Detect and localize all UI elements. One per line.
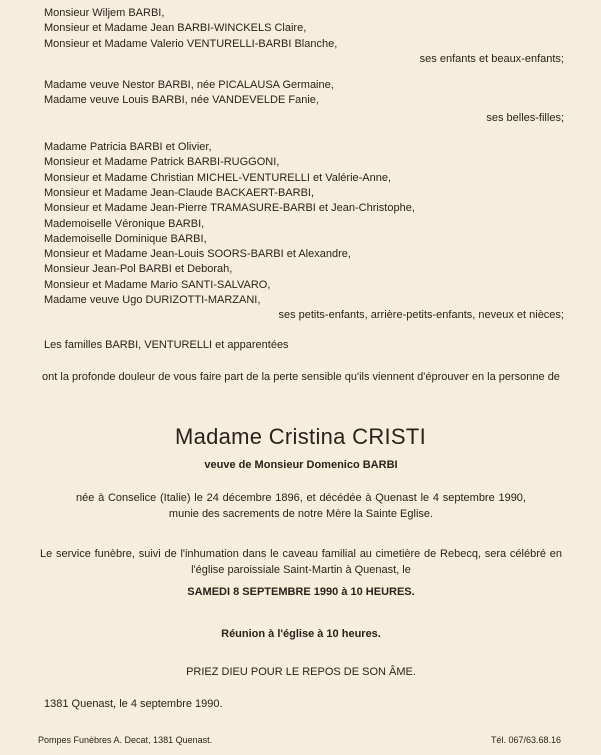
funeral-home-phone: Tél. 067/63.68.16	[490, 735, 561, 745]
mourner-line: Mademoiselle Dominique BARBI,	[44, 232, 207, 245]
meeting-text: Réunion à l'église à 10 heures.	[221, 628, 381, 640]
service-date: SAMEDI 8 SEPTEMBRE 1990 à 10 HEURES.	[187, 586, 415, 598]
widow-of: veuve de Monsieur Domenico BARBI	[204, 459, 398, 471]
mourner-line: Monsieur et Madame Jean-Pierre TRAMASURE-BARBI et Jean-Christophe,	[44, 202, 415, 215]
mourner-line: Madame veuve Nestor BARBI, née PICALAUSA Germaine,	[44, 79, 334, 92]
place-date: 1381 Quenast, le 4 septembre 1990.	[44, 698, 223, 710]
service-text: Le service funèbre, suivi de l'inhumation dans le caveau familial au cimetière de Rebecq, sera célébré en l'église paroissiale Saint-Martin à Quenast, le	[40, 548, 562, 576]
mourner-line: Monsieur et Madame Valerio VENTURELLI-BARBI Blanche,	[44, 37, 338, 50]
mourner-line: Monsieur Wiljem BARBI,	[44, 7, 165, 19]
funeral-home: Pompes Funèbres A. Decat, 1381 Quenast.	[38, 735, 213, 745]
families-line	[44, 338, 564, 353]
deceased-name: Madame Cristina CRISTI	[174, 424, 427, 449]
mourner-line: Monsieur et Madame Jean-Claude BACKAERT-BARBI,	[44, 186, 315, 199]
daughters-in-law-group	[44, 78, 564, 126]
mourners-list	[44, 6, 564, 353]
relationship-label: ses belles-filles;	[486, 111, 564, 124]
prayer-text: PRIEZ DIEU POUR LE REPOS DE SON ÂME.	[186, 666, 416, 678]
mourner-line: Monsieur Jean-Pol BARBI et Deborah,	[44, 263, 233, 276]
relationship-label: ses enfants et beaux-enfants;	[419, 52, 564, 65]
children-group	[44, 6, 564, 67]
mourner-line: Monsieur et Madame Patrick BARBI-RUGGONI,	[44, 156, 280, 169]
mourner-line: Monsieur et Madame Jean BARBI-WINCKELS Claire,	[44, 22, 307, 35]
announcement-text: ont la profonde douleur de vous faire part de la perte sensible qu'ils viennent d'éprouver en la personne de	[42, 371, 560, 383]
mourner-line: Madame veuve Ugo DURIZOTTI-MARZANI,	[44, 294, 261, 307]
families-text: Les familles BARBI, VENTURELLI et apparentées	[44, 338, 289, 351]
mourner-line: Monsieur et Madame Mario SANTI-SALVARO,	[44, 278, 271, 291]
relationship-label: ses petits-enfants, arrière-petits-enfants, neveux et nièces;	[278, 309, 564, 322]
mourner-line: Mademoiselle Véronique BARBI,	[44, 217, 205, 230]
mourner-line: Monsieur et Madame Jean-Louis SOORS-BARBI et Alexandre,	[44, 248, 351, 261]
mourner-line: Madame Patricia BARBI et Olivier,	[44, 141, 212, 154]
mourner-line: Monsieur et Madame Christian MICHEL-VENTURELLI et Valérie-Anne,	[44, 171, 392, 184]
grandchildren-group	[44, 140, 564, 324]
birth-death-text: née à Conselice (Italie) le 24 décembre 1896, et décédée à Quenast le 4 septembre 1990, munie des sacrements de notre Mère la Sainte Eglise.	[76, 492, 526, 520]
mourner-line: Madame veuve Louis BARBI, née VANDEVELDE Fanie,	[44, 94, 319, 107]
